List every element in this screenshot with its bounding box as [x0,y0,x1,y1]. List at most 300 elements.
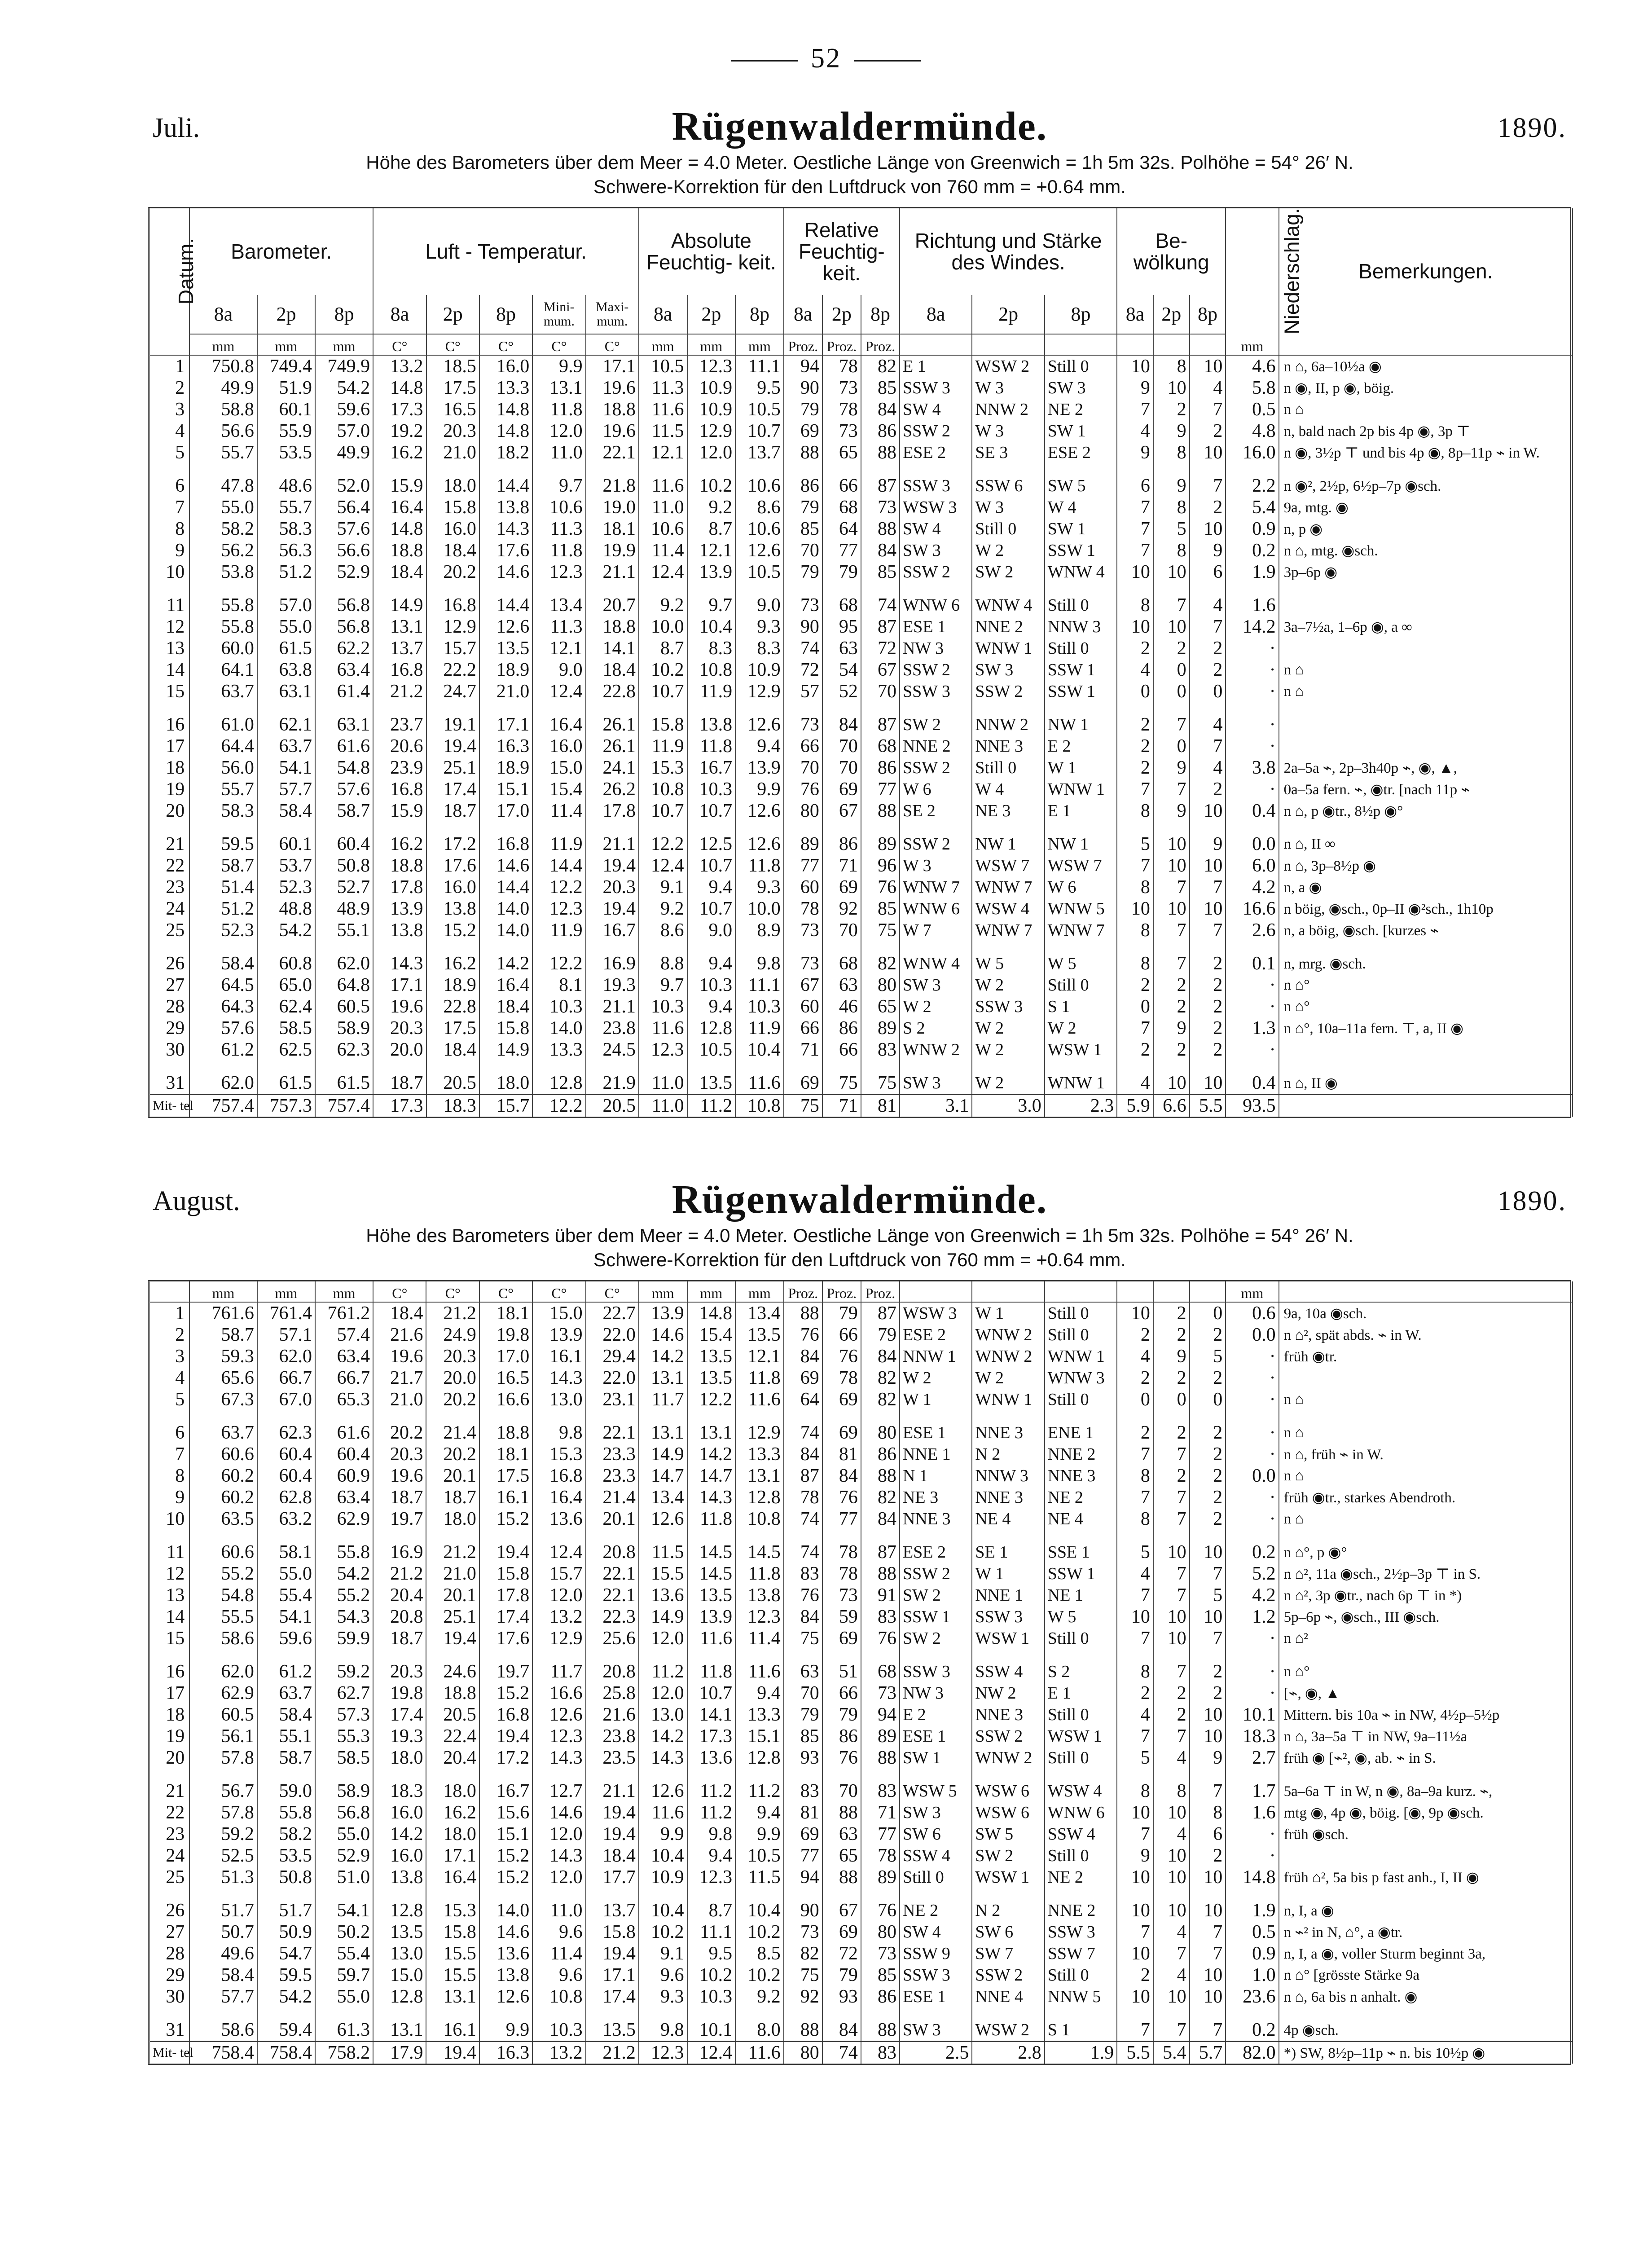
cell-temp-8a: 16.8 [373,779,426,800]
cell-temp-8p: 15.2 [479,1866,532,1888]
cell-rel-8a: 79 [784,561,822,583]
cell-baro-8a: 63.7 [189,1410,257,1444]
table-row [150,1389,1573,1410]
cell-temp-max: 19.6 [586,377,639,399]
cell-remarks [1279,735,1573,757]
cell-temp-2p: 24.6 [426,1649,479,1682]
cell-baro-8p: 66.7 [315,1367,373,1389]
cell-abs-8p: 10.9 [735,659,784,681]
cell-temp-8p: 15.2 [479,1845,532,1866]
cell-rel-8a: 70 [784,757,822,779]
cell-rel-8p: 86 [861,1444,900,1465]
cell-abs-8p: 11.9 [735,1017,784,1039]
cell-temp-max: 19.9 [586,540,639,561]
cell-wind-2p: NNE 4 [972,1986,1044,2007]
cell-date: 20 [150,1747,189,1769]
cell-baro-8a: 60.0 [189,638,257,659]
cell-abs-2p: 10.7 [687,898,736,920]
cell-cloud-8a: 2 [1117,735,1153,757]
cell-wind-2p: WSW 7 [972,855,1044,876]
year-title: 1890. [1497,113,1567,143]
cell-rel-2p: 73 [822,1585,861,1606]
cell-abs-8p: 8.6 [735,497,784,518]
cell-temp-max: 18.4 [586,1845,639,1866]
cell-rel-8a: 94 [784,355,822,377]
cell-temp-8a: 17.1 [373,974,426,996]
cell-abs-8a: 14.3 [639,1747,687,1769]
cell-date: 13 [150,638,189,659]
cell-date: 10 [150,1508,189,1530]
cell-temp-min: 16.4 [532,1487,585,1508]
cell-temp-8p: 16.8 [479,822,532,855]
cell-abs-8a: 13.1 [639,1367,687,1389]
cell-remarks: früh ◉tr., starkes Abendroth. [1279,1487,1573,1508]
table-row [150,757,1573,779]
cell-wind-2p: SSW 3 [972,1606,1044,1628]
table-row [150,855,1573,876]
cell-cloud-8p: 2 [1190,420,1226,442]
cell-precip: 1.0 [1226,1964,1279,1986]
cell-cloud-2p: 2 [1153,638,1190,659]
cell-cloud-8a: 2 [1117,638,1153,659]
cell-rel-2p: 86 [822,1017,861,1039]
cell-temp-8a: 16.8 [373,659,426,681]
cell-temp-max: 17.4 [586,1986,639,2007]
cell-precip: 5.2 [1226,1563,1279,1585]
cell-cloud-8a: 10 [1117,1802,1153,1823]
col-cloud: Be- wölkung [1117,208,1226,295]
cell-precip: 0.2 [1226,1530,1279,1563]
cell-wind-8p: Still 0 [1045,638,1117,659]
cell-cloud-2p: 2 [1153,1465,1190,1487]
cell-cloud-8a: 7 [1117,2007,1153,2042]
cell-temp-min: 12.0 [532,1585,585,1606]
cell-remarks [1279,1039,1573,1061]
cell-wind-2p: WSW 1 [972,1628,1044,1649]
cell-wind-8p: NE 1 [1045,1585,1117,1606]
cell-remarks: n ⌂, früh ⌁ in W. [1279,1444,1573,1465]
cell-abs-2p: 12.1 [687,540,736,561]
cell-wind-8a: 2.5 [900,2042,972,2064]
cell-cloud-8a: 2 [1117,757,1153,779]
cell-temp-min: 12.6 [532,1704,585,1726]
cell-abs-2p: 14.1 [687,1704,736,1726]
cell-abs-2p: 14.2 [687,1444,736,1465]
cell-baro-8a: 64.4 [189,735,257,757]
cell-temp-8a: 19.2 [373,420,426,442]
cell-precip: 23.6 [1226,1986,1279,2007]
cell-rel-8p: 76 [861,876,900,898]
unit-label: mm [1226,334,1279,355]
table-row [150,941,1573,974]
cell-temp-8p: 13.6 [479,1943,532,1964]
table-row [150,702,1573,735]
cell-remarks: mtg ◉, 4p ◉, böig. [◉, 9p ◉sch. [1279,1802,1573,1823]
cell-cloud-8a: 8 [1117,583,1153,616]
unit-label: mm [639,1281,687,1302]
cell-rel-2p: 73 [822,420,861,442]
cell-baro-8p: 61.6 [315,735,373,757]
cell-cloud-2p: 10 [1153,1606,1190,1628]
cell-temp-2p: 21.0 [426,442,479,463]
cell-temp-max: 15.8 [586,1921,639,1943]
cell-temp-min: 11.3 [532,518,585,540]
cell-cloud-8p: 7 [1190,1769,1226,1802]
cell-rel-8a: 84 [784,1444,822,1465]
cell-rel-2p: 79 [822,561,861,583]
cell-precip: 1.6 [1226,1802,1279,1823]
cell-baro-8p: 55.8 [315,1530,373,1563]
cell-temp-2p: 20.1 [426,1465,479,1487]
cell-cloud-2p: 7 [1153,779,1190,800]
cell-temp-max: 16.7 [586,920,639,941]
cell-abs-2p: 10.4 [687,616,736,638]
cell-temp-8a: 20.6 [373,735,426,757]
unit-label: Proz. [822,1281,861,1302]
cell-temp-min: 10.3 [532,2007,585,2042]
cell-cloud-8a: 7 [1117,1017,1153,1039]
cell-date: 15 [150,1628,189,1649]
table-row [150,518,1573,540]
cell-cloud-8p: 2 [1190,941,1226,974]
cell-abs-2p: 9.5 [687,1943,736,1964]
cell-baro-8a: 57.8 [189,1802,257,1823]
cell-baro-2p: 48.8 [257,898,315,920]
cell-cloud-2p: 10 [1153,898,1190,920]
cell-abs-2p: 11.8 [687,1508,736,1530]
cell-wind-2p: WSW 6 [972,1769,1044,1802]
cell-remarks: n ◉², 2½p, 6½p–7p ◉sch. [1279,463,1573,497]
cell-cloud-8a: 2 [1117,1410,1153,1444]
cell-cloud-8a: 2 [1117,1964,1153,1986]
cell-wind-8a: S 2 [900,1017,972,1039]
cell-temp-max: 19.0 [586,497,639,518]
cell-cloud-8a: 0 [1117,1389,1153,1410]
cell-wind-8a: SSW 1 [900,1606,972,1628]
cell-temp-min: 12.0 [532,1823,585,1845]
cell-baro-2p: 60.1 [257,399,315,420]
cell-rel-8p: 76 [861,1628,900,1649]
cell-remarks: n ⌂°, p ◉° [1279,1530,1573,1563]
cell-cloud-2p: 7 [1153,702,1190,735]
cell-temp-2p: 18.5 [426,355,479,377]
cell-cloud-8a: 10 [1117,898,1153,920]
cell-date: 12 [150,616,189,638]
cell-baro-8p: 50.8 [315,855,373,876]
cell-rel-8p: 88 [861,2007,900,2042]
cell-abs-2p: 14.8 [687,1302,736,1324]
cell-wind-8p: Still 0 [1045,583,1117,616]
sub-8a: 8a [784,295,822,334]
cell-temp-min: 12.3 [532,1726,585,1747]
cell-cloud-8p: 10 [1190,1606,1226,1628]
cell-baro-2p: 62.5 [257,1039,315,1061]
cell-cloud-2p: 7 [1153,1726,1190,1747]
cell-wind-2p: NNE 2 [972,616,1044,638]
cell-wind-8p: SSW 1 [1045,540,1117,561]
cell-baro-8a: 55.2 [189,1563,257,1585]
cell-cloud-8a: 4 [1117,420,1153,442]
cell-baro-2p: 55.0 [257,616,315,638]
cell-abs-2p: 13.5 [687,1585,736,1606]
unit-label: mm [189,334,257,355]
cell-rel-8p: 67 [861,659,900,681]
cell-remarks: n ⌂° [1279,1649,1573,1682]
cell-wind-8p: NNE 2 [1045,1444,1117,1465]
cell-baro-8p: 761.2 [315,1302,373,1324]
cell-date: 31 [150,2007,189,2042]
cell-wind-2p: NNW 2 [972,702,1044,735]
cell-baro-2p: 62.4 [257,996,315,1017]
cell-temp-8a: 16.2 [373,822,426,855]
cell-rel-8p: 88 [861,442,900,463]
cell-rel-8p: 86 [861,757,900,779]
cell-wind-8p: Still 0 [1045,1964,1117,1986]
cell-temp-2p: 18.3 [426,1095,479,1117]
cell-baro-8p: 55.1 [315,920,373,941]
cell-wind-2p: NNE 1 [972,1585,1044,1606]
cell-temp-2p: 17.6 [426,855,479,876]
cell-rel-8p: 83 [861,1769,900,1802]
cell-temp-max: 24.5 [586,1039,639,1061]
cell-temp-2p: 22.2 [426,659,479,681]
unit-label: mm [735,1281,784,1302]
table-row [150,800,1573,822]
cell-baro-8p: 50.2 [315,1921,373,1943]
cell-baro-8a: 54.8 [189,1585,257,1606]
cell-baro-8a: 58.6 [189,2007,257,2042]
cell-rel-8a: 88 [784,2007,822,2042]
cell-temp-8a: 21.7 [373,1367,426,1389]
cell-abs-8p: 9.0 [735,583,784,616]
cell-abs-2p: 10.7 [687,1682,736,1704]
cell-wind-8p: NW 1 [1045,702,1117,735]
cell-precip: · [1226,1039,1279,1061]
cell-baro-8a: 49.6 [189,1943,257,1964]
cell-baro-8p: 61.6 [315,1410,373,1444]
cell-rel-8a: 74 [784,638,822,659]
cell-baro-8a: 57.6 [189,1017,257,1039]
cell-temp-min: 12.0 [532,420,585,442]
cell-cloud-8p: 7 [1190,920,1226,941]
cell-abs-2p: 12.2 [687,1389,736,1410]
sub-8p: 8p [479,295,532,334]
cell-abs-8p: 13.1 [735,1465,784,1487]
cell-temp-min: 12.2 [532,941,585,974]
cell-abs-8a: 12.6 [639,1508,687,1530]
cell-precip: 0.2 [1226,2007,1279,2042]
cell-wind-8a: SSW 3 [900,377,972,399]
table-row [150,1061,1573,1095]
table-row [150,898,1573,920]
cell-baro-2p: 55.7 [257,497,315,518]
cell-wind-8a: W 2 [900,996,972,1017]
cell-temp-2p: 20.4 [426,1747,479,1769]
cell-baro-8a: 55.8 [189,583,257,616]
cell-temp-2p: 22.8 [426,996,479,1017]
cell-remarks: n, bald nach 2p bis 4p ◉, 3p ⊤ [1279,420,1573,442]
cell-wind-8a: ESE 2 [900,1530,972,1563]
cell-rel-8a: 60 [784,996,822,1017]
cell-baro-8p: 55.2 [315,1585,373,1606]
cell-temp-8p: 14.3 [479,518,532,540]
cell-baro-8p: 54.3 [315,1606,373,1628]
unit-label [1153,1281,1190,1302]
cell-date: 25 [150,1866,189,1888]
cell-wind-8a: WSW 3 [900,497,972,518]
cell-temp-min: 13.0 [532,1389,585,1410]
table-row [150,1039,1573,1061]
cell-temp-8a: 20.4 [373,1585,426,1606]
cell-abs-8p: 9.3 [735,616,784,638]
cell-cloud-8p: 2 [1190,1508,1226,1530]
cell-abs-2p: 10.2 [687,463,736,497]
cell-abs-8a: 11.4 [639,540,687,561]
cell-baro-8p: 55.3 [315,1726,373,1747]
cell-rel-8p: 83 [861,2042,900,2064]
cell-abs-2p: 10.3 [687,779,736,800]
cell-wind-8p: SSW 1 [1045,659,1117,681]
cell-wind-8p: SW 1 [1045,518,1117,540]
unit-label [150,334,189,355]
cell-cloud-8a: 2 [1117,1367,1153,1389]
cell-baro-2p: 55.1 [257,1726,315,1747]
cell-wind-8p: WNW 1 [1045,1061,1117,1095]
cell-baro-2p: 749.4 [257,355,315,377]
cell-cloud-8a: 4 [1117,1563,1153,1585]
cell-baro-2p: 51.9 [257,377,315,399]
cell-abs-8a: 9.8 [639,2007,687,2042]
cell-cloud-8p: 2 [1190,1682,1226,1704]
cell-precip: · [1226,1367,1279,1389]
cell-temp-max: 23.8 [586,1017,639,1039]
cell-abs-8p: 12.1 [735,1346,784,1367]
table-row [150,659,1573,681]
cell-rel-8a: 74 [784,1508,822,1530]
cell-cloud-8p: 10 [1190,898,1226,920]
cell-wind-8a: WNW 6 [900,898,972,920]
cell-temp-max: 26.1 [586,735,639,757]
cell-wind-8p: SW 5 [1045,463,1117,497]
cell-wind-8a: SSW 3 [900,681,972,702]
unit-label [972,1281,1044,1302]
cell-cloud-8p: 2 [1190,1649,1226,1682]
unit-label: mm [687,334,736,355]
cell-cloud-2p: 8 [1153,540,1190,561]
sub-8p: 8p [861,295,900,334]
cell-baro-8p: 58.5 [315,1747,373,1769]
unit-label: Proz. [822,334,861,355]
cell-precip: · [1226,1649,1279,1682]
cell-baro-8p: 63.4 [315,1346,373,1367]
cell-rel-2p: 70 [822,757,861,779]
cell-rel-8a: 60 [784,876,822,898]
cell-precip: · [1226,1628,1279,1649]
cell-precip: 4.2 [1226,1585,1279,1606]
cell-rel-8a: 67 [784,974,822,996]
cell-temp-max: 26.1 [586,702,639,735]
cell-temp-8p: 14.4 [479,463,532,497]
cell-baro-8p: 54.8 [315,757,373,779]
cell-remarks: n ⌂², 3p ◉tr., nach 6p ⊤ in *) [1279,1585,1573,1606]
cell-abs-8p: 8.0 [735,2007,784,2042]
cell-rel-2p: 78 [822,1563,861,1585]
cell-wind-8p: S 2 [1045,1649,1117,1682]
cell-baro-2p: 57.0 [257,583,315,616]
unit-label: mm [1226,1281,1279,1302]
cell-baro-8p: 757.4 [315,1095,373,1117]
sub-8p: 8p [1190,295,1226,334]
cell-rel-8a: 80 [784,2042,822,2064]
cell-temp-8a: 21.2 [373,1563,426,1585]
cell-temp-8a: 14.3 [373,941,426,974]
cell-wind-8p: WNW 3 [1045,1367,1117,1389]
cell-cloud-2p: 2 [1153,1682,1190,1704]
cell-rel-2p: 64 [822,518,861,540]
cell-remarks: früh ◉tr. [1279,1346,1573,1367]
cell-temp-8p: 13.8 [479,497,532,518]
cell-precip: 0.5 [1226,1921,1279,1943]
sub-8a: 8a [373,295,426,334]
cell-baro-8a: 63.7 [189,681,257,702]
table-row [150,876,1573,898]
cell-wind-2p: SW 6 [972,1921,1044,1943]
col-precip: Niederschlag. [1226,208,1279,334]
cell-cloud-2p: 2 [1153,1367,1190,1389]
cell-rel-8p: 87 [861,616,900,638]
cell-temp-2p: 16.2 [426,1802,479,1823]
cell-abs-8a: 15.5 [639,1563,687,1585]
cell-temp-8a: 15.9 [373,463,426,497]
cell-rel-8p: 82 [861,1487,900,1508]
cell-precip: 0.4 [1226,1061,1279,1095]
cell-rel-2p: 71 [822,855,861,876]
cell-temp-min: 13.9 [532,1324,585,1346]
cell-baro-2p: 61.5 [257,638,315,659]
cell-baro-8a: 761.6 [189,1302,257,1324]
cell-abs-2p: 9.0 [687,920,736,941]
cell-baro-2p: 50.8 [257,1866,315,1888]
cell-temp-8p: 17.1 [479,702,532,735]
cell-rel-2p: 79 [822,1302,861,1324]
cell-temp-2p: 16.0 [426,518,479,540]
cell-temp-8p: 14.4 [479,876,532,898]
cell-precip: 5.8 [1226,377,1279,399]
cell-rel-2p: 86 [822,1726,861,1747]
cell-abs-8a: 12.3 [639,1039,687,1061]
cell-wind-2p: WSW 4 [972,898,1044,920]
cell-temp-max: 25.6 [586,1628,639,1649]
cell-remarks: n ⌂ [1279,1508,1573,1530]
cell-cloud-8p: 10 [1190,442,1226,463]
cell-temp-max: 22.7 [586,1302,639,1324]
cell-rel-8p: 72 [861,638,900,659]
cell-abs-2p: 14.5 [687,1563,736,1585]
cell-cloud-8p: 10 [1190,1866,1226,1888]
cell-rel-8p: 89 [861,1866,900,1888]
cell-wind-8a: WSW 5 [900,1769,972,1802]
cell-precip: · [1226,1682,1279,1704]
cell-wind-2p: WSW 2 [972,355,1044,377]
cell-rel-2p: 52 [822,681,861,702]
cell-rel-2p: 81 [822,1444,861,1465]
cell-date: 1 [150,1302,189,1324]
cell-abs-8a: 10.8 [639,779,687,800]
cell-rel-2p: 71 [822,1095,861,1117]
cell-baro-8a: 750.8 [189,355,257,377]
cell-cloud-8a: 5 [1117,822,1153,855]
cell-wind-8p: NNE 3 [1045,1465,1117,1487]
